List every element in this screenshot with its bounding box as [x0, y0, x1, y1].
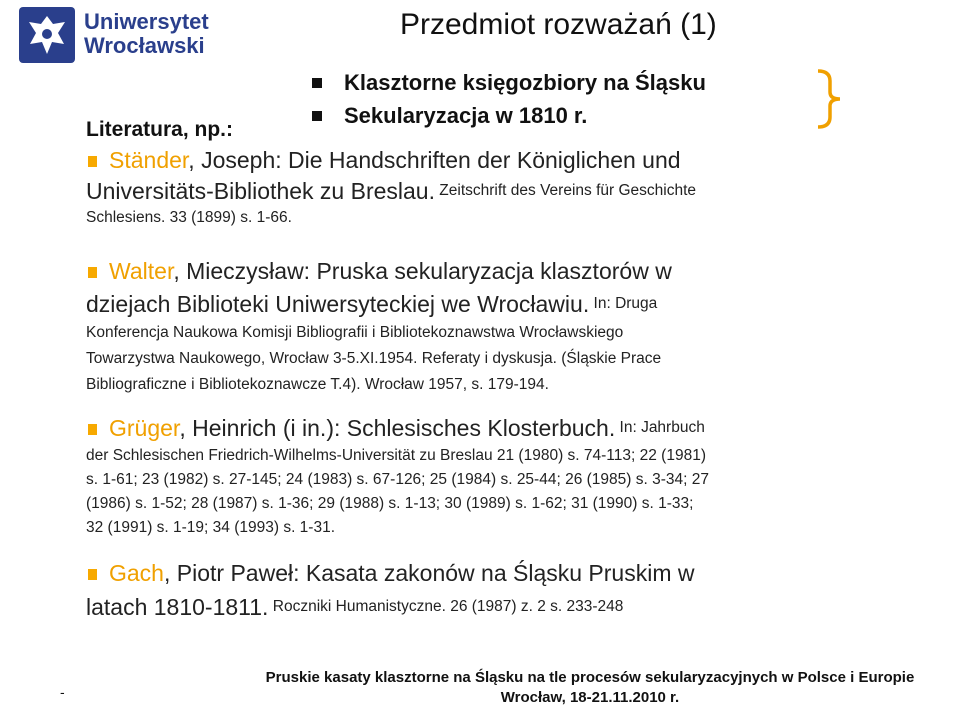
entry-line: [86, 176, 840, 206]
square-bullet-icon: [88, 156, 97, 167]
bibliography-entry: [86, 144, 840, 230]
logo-text: [84, 10, 209, 58]
square-bullet-icon: [312, 111, 322, 121]
entry-heading: [86, 258, 672, 285]
entry-heading: [86, 560, 695, 587]
literature-label: Literatura, np.:: [86, 118, 234, 141]
footer-line2: Wrocław, 18-21.11.2010 r.: [500, 689, 680, 706]
square-bullet-icon: [312, 78, 322, 88]
author-surname: Grüger: [109, 414, 180, 441]
curly-brace-icon: [810, 68, 846, 130]
entry-title: , Piotr Paweł: Kasata zakonów na Śląsku Pruskim w: [163, 559, 695, 586]
bibliography-entry: [86, 254, 840, 398]
footer: [230, 668, 950, 708]
entry-source: Roczniki Humanistyczne. 26 (1987) z. 2 s. 233-248: [268, 598, 624, 615]
entry-line: Bibliograficzne i Bibliotekoznawcze T.4). Wrocław 1957, s. 179-194.: [86, 376, 549, 393]
entry-title: , Joseph: Die Handschriften der Königlichen und: [188, 146, 681, 173]
entry-source: Zeitschrift des Vereins für Geschichte: [434, 182, 697, 199]
footer-dash: -: [60, 684, 65, 700]
entry-title: , Mieczysław: Pruska sekularyzacja klasztorów w: [173, 257, 672, 284]
slide-title: Przedmiot rozważań (1): [400, 8, 717, 41]
entry-line: [86, 556, 840, 590]
entry-title: , Heinrich (i in.): Schlesisches Klosterbuch.: [179, 414, 616, 441]
bibliography-entry: [86, 412, 840, 540]
entry-line: [86, 254, 840, 288]
entry-line: [86, 144, 840, 176]
entry-line: der Schlesischen Friedrich-Wilhelms-Universität zu Breslau 21 (1980) s. 74-113; 22 (1981): [86, 447, 706, 464]
entry-source: In: Jahrbuch: [615, 419, 705, 436]
topic-text: Klasztorne księgozbiory na Śląsku: [344, 70, 706, 95]
topic-list: [312, 66, 706, 132]
topic-item: [312, 99, 706, 132]
entry-line: (1986) s. 1-52; 28 (1987) s. 1-36; 29 (1988) s. 1-13; 30 (1989) s. 1-62; 31 (1990) s. 1-33;: [86, 495, 694, 512]
entry-line: Towarzystwa Naukowego, Wrocław 3-5.XI.1954. Referaty i dyskusja. (Śląskie Prace: [86, 350, 662, 367]
entry-line: Schlesiens. 33 (1899) s. 1-66.: [86, 209, 292, 226]
entry-line: [86, 288, 840, 320]
author-surname: Gach: [109, 559, 164, 586]
university-logo: [18, 6, 268, 68]
entry-line: s. 1-61; 23 (1982) s. 27-145; 24 (1983) s. 67-126; 25 (1984) s. 25-44; 26 (1985) s. 3-34; 27: [86, 471, 709, 488]
entry-line: [86, 412, 840, 444]
entry-title: Universitäts-Bibliothek zu Breslau.: [86, 177, 435, 204]
logo-line1: Uniwersytet: [84, 9, 209, 34]
bibliography-entry: [86, 556, 840, 624]
entry-heading: [86, 147, 681, 174]
author-surname: Walter: [109, 257, 174, 284]
entry-title: dziejach Biblioteki Uniwersyteckiej we Wrocławiu.: [86, 290, 590, 317]
entry-line: Konferencja Naukowa Komisji Bibliografii i Bibliotekoznawstwa Wrocławskiego: [86, 324, 624, 341]
author-surname: Ständer: [109, 146, 189, 173]
square-bullet-icon: [88, 569, 97, 580]
entry-heading: [86, 415, 615, 442]
entry-source: In: Druga: [589, 295, 658, 312]
entry-line: 32 (1991) s. 1-19; 34 (1993) s. 1-31.: [86, 519, 336, 536]
entry-line: [86, 590, 840, 624]
square-bullet-icon: [88, 267, 97, 278]
topic-text: Sekularyzacja w 1810 r.: [344, 103, 588, 128]
logo-line2: Wrocławski: [84, 33, 205, 58]
topic-item: [312, 66, 706, 99]
entry-title: latach 1810-1811.: [86, 593, 269, 620]
square-bullet-icon: [88, 424, 97, 435]
university-eagle-emblem-icon: [18, 6, 76, 64]
footer-line1: Pruskie kasaty klasztorne na Śląsku na tle procesów sekularyzacyjnych w Polsce i Europie: [265, 669, 915, 686]
